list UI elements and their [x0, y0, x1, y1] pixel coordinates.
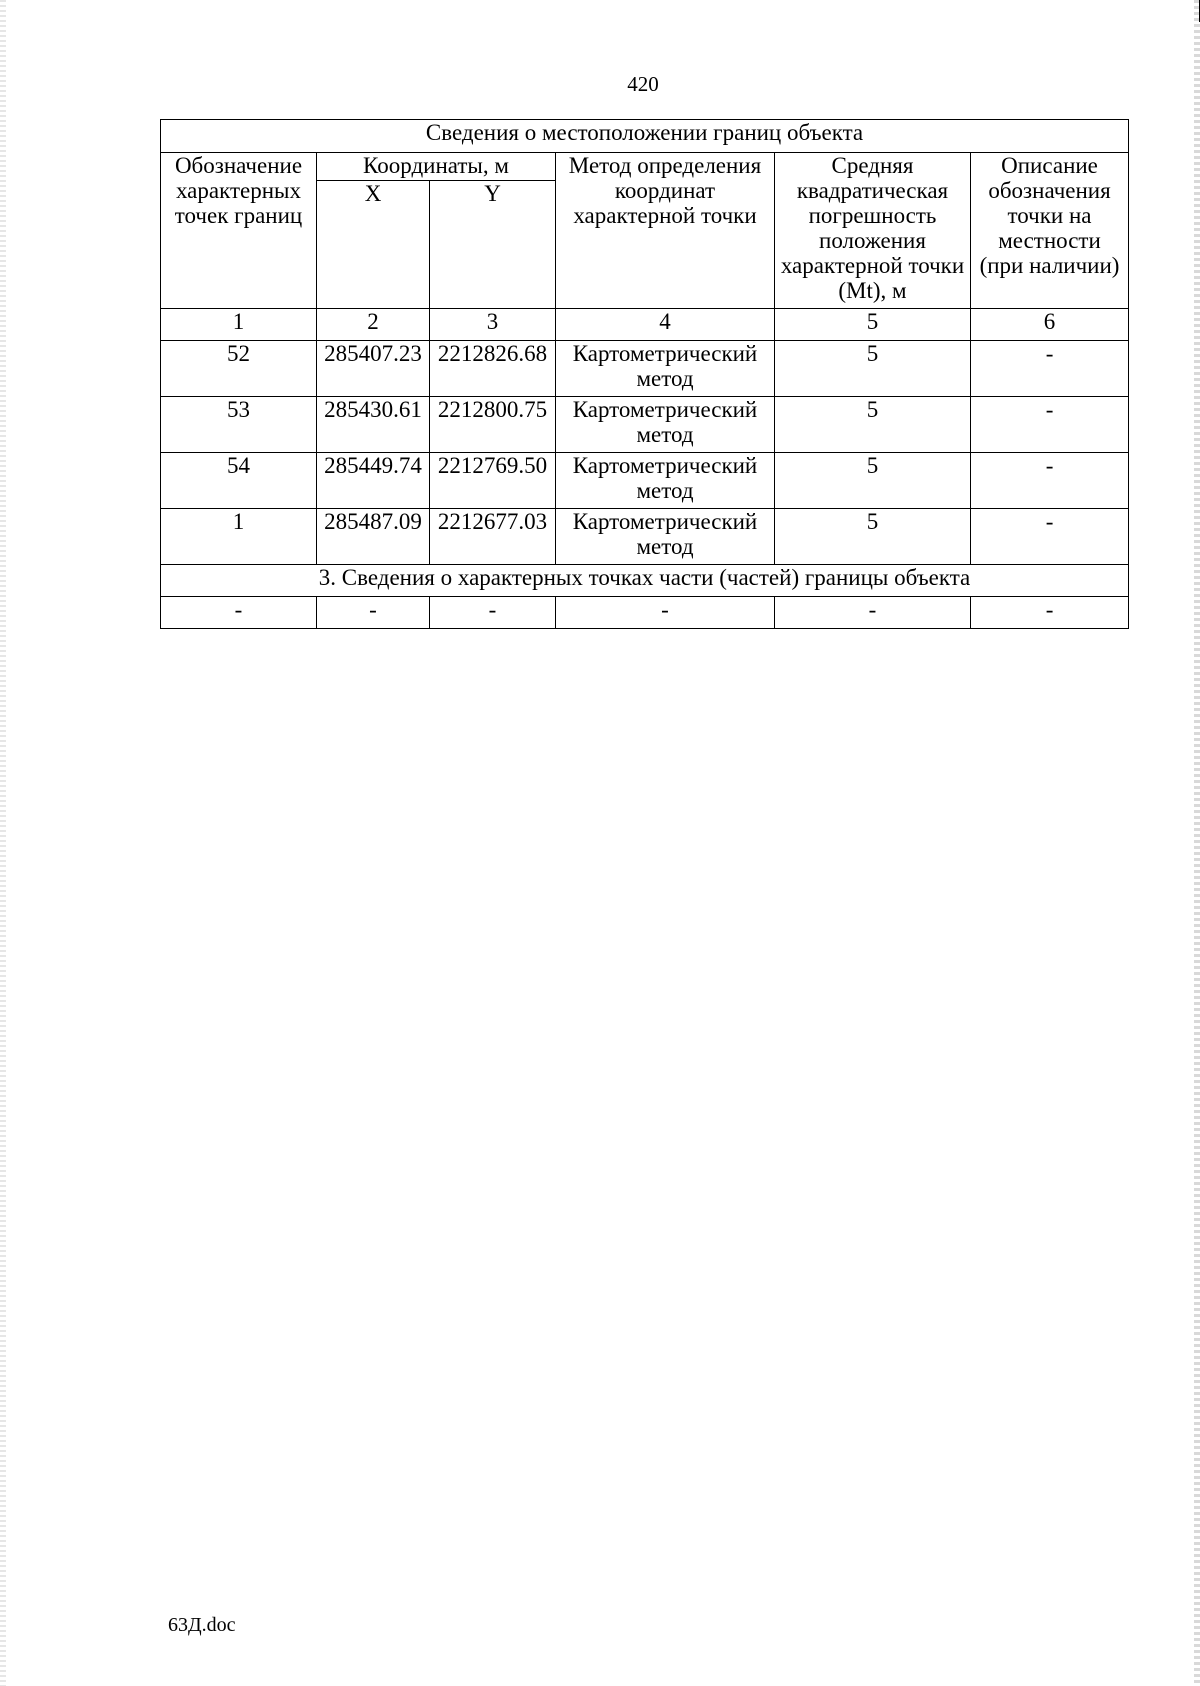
- cell-description: -: [971, 397, 1129, 453]
- cell-description: -: [971, 453, 1129, 509]
- cell-y: 2212800.75: [430, 397, 556, 453]
- cell-y: 2212769.50: [430, 453, 556, 509]
- cell-point: 54: [161, 453, 317, 509]
- cell-point: 53: [161, 397, 317, 453]
- header-mean-error: Средняя квадратическая погрешность положения характерной точки (Mt), м: [775, 153, 971, 309]
- column-number: 2: [317, 309, 430, 341]
- column-number: 3: [430, 309, 556, 341]
- empty-cell: -: [556, 597, 775, 629]
- cell-method: Картометрический метод: [556, 397, 775, 453]
- table-row: [161, 509, 1129, 565]
- cell-y: 2212826.68: [430, 341, 556, 397]
- header-coordinates: Координаты, м: [317, 153, 556, 181]
- column-number: 4: [556, 309, 775, 341]
- cell-description: -: [971, 509, 1129, 565]
- cell-error: 5: [775, 509, 971, 565]
- table-row: [161, 341, 1129, 397]
- header-point-designation: Обозначение характерных точек границ: [161, 153, 317, 309]
- column-number: 5: [775, 309, 971, 341]
- section-3-title: 3. Сведения о характерных точках части (частей) границы объекта: [161, 565, 1129, 597]
- cell-error: 5: [775, 397, 971, 453]
- cell-description: -: [971, 341, 1129, 397]
- column-number: 1: [161, 309, 317, 341]
- boundary-coordinates-table: [160, 119, 1129, 629]
- cell-x: 285449.74: [317, 453, 430, 509]
- empty-cell: -: [430, 597, 556, 629]
- cell-y: 2212677.03: [430, 509, 556, 565]
- table-title: Сведения о местоположении границ объекта: [161, 120, 1129, 153]
- header-description: Описание обозначения точки на местности (при наличии): [971, 153, 1129, 309]
- table-row: [161, 453, 1129, 509]
- scan-edge-left: [0, 0, 6, 1686]
- cell-point: 52: [161, 341, 317, 397]
- header-y: Y: [430, 181, 556, 309]
- cell-method: Картометрический метод: [556, 509, 775, 565]
- scan-edge-right: [1194, 0, 1200, 1686]
- cell-method: Картометрический метод: [556, 453, 775, 509]
- cell-x: 285407.23: [317, 341, 430, 397]
- cell-error: 5: [775, 453, 971, 509]
- header-method: Метод определения координат характерной точки: [556, 153, 775, 309]
- column-number: 6: [971, 309, 1129, 341]
- footer-filename: 63Д.doc: [168, 1614, 236, 1636]
- empty-cell: -: [161, 597, 317, 629]
- cell-error: 5: [775, 341, 971, 397]
- page-number: 420: [627, 72, 659, 96]
- cell-x: 285487.09: [317, 509, 430, 565]
- table-row: [161, 397, 1129, 453]
- cell-point: 1: [161, 509, 317, 565]
- header-x: X: [317, 181, 430, 309]
- cell-x: 285430.61: [317, 397, 430, 453]
- cell-method: Картометрический метод: [556, 341, 775, 397]
- empty-cell: -: [775, 597, 971, 629]
- empty-cell: -: [317, 597, 430, 629]
- section-3-row: [161, 597, 1129, 629]
- column-numbers-row: [161, 309, 1129, 341]
- empty-cell: -: [971, 597, 1129, 629]
